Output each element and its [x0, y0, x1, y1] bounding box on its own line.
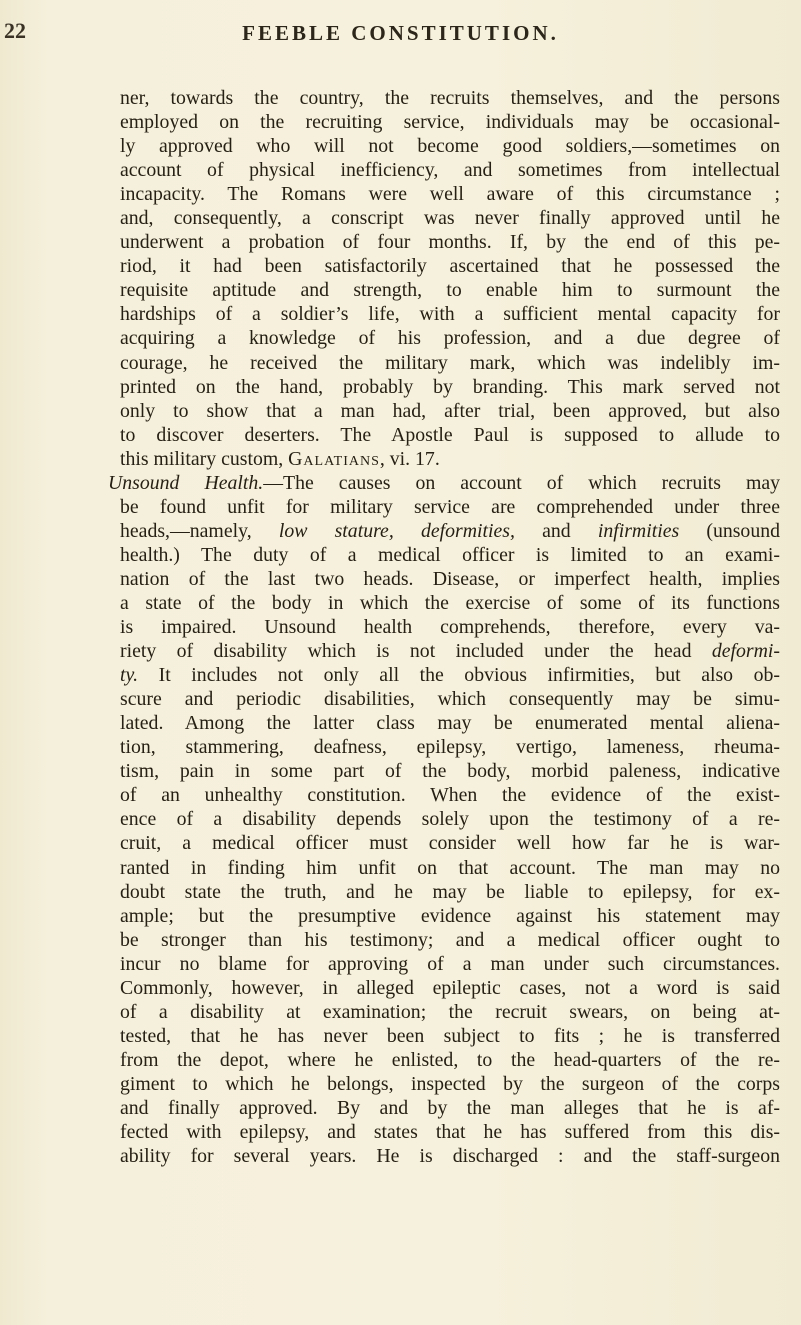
- text-line: [120, 351, 780, 375]
- text-span: tism, pain in some part of the body, morbid paleness, indicative: [120, 760, 780, 783]
- italic-text: infirmities: [597, 519, 680, 542]
- text-span: riod, it had been satisfactorily ascertained that he possessed the: [120, 255, 780, 278]
- text-line: [120, 759, 780, 783]
- text-span: is impaired. Unsound health comprehends, therefore, every va-: [120, 616, 780, 639]
- text-line: [120, 1048, 780, 1072]
- text-line: [120, 86, 780, 110]
- text-span: , vi. 17.: [379, 447, 440, 470]
- text-line: [120, 807, 780, 831]
- text-span: and: [514, 519, 598, 542]
- text-line: [120, 447, 780, 471]
- text-span: from the depot, where he enlisted, to the head-quarters of the re-: [120, 1048, 780, 1071]
- text-line: [120, 375, 780, 399]
- text-span: fected with epilepsy, and states that he has suffered from this dis-: [120, 1121, 780, 1144]
- body-text: [108, 86, 781, 1168]
- text-span: (unsound: [679, 519, 780, 542]
- text-span: cruit, a medical officer must consider well how far he is war-: [120, 832, 780, 855]
- text-line: [120, 663, 780, 687]
- text-span: ample; but the presumptive evidence against his statement may: [120, 904, 780, 927]
- small-caps-text: Galatians: [288, 447, 380, 470]
- text-span: health.) The duty of a medical officer is limited to an exami-: [120, 543, 780, 566]
- text-line: [120, 904, 780, 928]
- text-span: heads,—namely,: [120, 519, 279, 542]
- text-span: Commonly, however, in alleged epileptic cases, not a word is said: [120, 976, 780, 999]
- italic-text: ty.: [120, 664, 139, 687]
- text-span: courage, he received the military mark, which was indelibly im-: [120, 351, 780, 374]
- text-line: [120, 110, 780, 134]
- text-line: [120, 206, 780, 230]
- text-span: employed on the recruiting service, individuals may be occasional-: [120, 111, 780, 134]
- text-line: [120, 278, 780, 302]
- text-line: [120, 711, 780, 735]
- text-line: [120, 158, 780, 182]
- text-span: tion, stammering, deafness, epilepsy, vertigo, lameness, rheuma-: [120, 736, 780, 759]
- text-line: [120, 976, 780, 1000]
- text-span: and, consequently, a conscript was never finally approved until he: [120, 207, 780, 230]
- text-span: giment to which he belongs, inspected by the surgeon of the corps: [120, 1072, 780, 1095]
- text-span: of an unhealthy constitution. When the evidence of the exist-: [120, 784, 780, 807]
- text-line: [120, 1000, 780, 1024]
- text-span: incapacity. The Romans were well aware of this circumstance ;: [120, 183, 780, 206]
- text-span: acquiring a knowledge of his profession, and a due degree of: [120, 327, 780, 350]
- text-span: be stronger than his testimony; and a medical officer ought to: [120, 928, 780, 951]
- italic-text: low stature, deformities,: [278, 519, 515, 542]
- text-line: [120, 1096, 780, 1120]
- text-line: [120, 735, 780, 759]
- text-line: [120, 1144, 780, 1168]
- text-span: to discover deserters. The Apostle Paul is supposed to allude to: [120, 423, 780, 446]
- text-span: requisite aptitude and strength, to enable him to surmount the: [120, 279, 780, 302]
- text-line: [120, 639, 780, 663]
- text-span: lated. Among the latter class may be enumerated mental aliena-: [120, 712, 780, 735]
- text-span: —The causes on account of which recruits may: [263, 471, 781, 494]
- text-span: doubt state the truth, and he may be liable to epilepsy, for ex-: [120, 880, 780, 903]
- text-span: ability for several years. He is discharged : and the staff-surgeon: [120, 1145, 780, 1168]
- text-span: printed on the hand, probably by branding. This mark served not: [120, 375, 780, 398]
- text-line: [120, 1072, 780, 1096]
- text-line: [108, 471, 780, 495]
- text-line: [120, 495, 780, 519]
- text-line: [120, 1120, 780, 1144]
- text-line: [120, 615, 780, 639]
- text-line: [120, 856, 780, 880]
- text-span: nation of the last two heads. Disease, or imperfect health, implies: [120, 567, 780, 590]
- text-line: [120, 230, 780, 254]
- text-span: ranted in finding him unfit on that account. The man may no: [120, 856, 780, 879]
- text-line: [120, 952, 780, 976]
- text-line: [120, 182, 780, 206]
- text-line: [120, 928, 780, 952]
- text-line: [120, 326, 780, 350]
- text-span: ly approved who will not become good soldiers,—sometimes on: [120, 135, 780, 158]
- text-span: hardships of a soldier’s life, with a sufficient mental capacity for: [120, 303, 780, 326]
- text-span: only to show that a man had, after trial, been approved, but also: [120, 399, 780, 422]
- text-span: It includes not only all the obvious infirmities, but also ob-: [138, 664, 780, 687]
- text-line: [120, 880, 780, 904]
- italic-text: Unsound Health.: [108, 471, 264, 494]
- text-line: [120, 302, 780, 326]
- text-span: ner, towards the country, the recruits themselves, and the persons: [120, 87, 780, 109]
- text-span: account of physical inefficiency, and sometimes from intellectual: [120, 159, 780, 182]
- text-span: riety of disability which is not included under the head: [120, 640, 712, 663]
- text-span: a state of the body in which the exercise of some of its functions: [120, 591, 780, 614]
- text-line: [120, 567, 780, 591]
- text-span: tested, that he has never been subject to fits ; he is transferred: [120, 1024, 780, 1047]
- text-line: [120, 519, 780, 543]
- text-line: [120, 134, 780, 158]
- running-head: FEEBLE CONSTITUTION.: [242, 21, 559, 45]
- text-line: [120, 687, 780, 711]
- text-span: incur no blame for approving of a man under such circumstances.: [120, 952, 780, 975]
- text-span: and finally approved. By and by the man alleges that he is af-: [120, 1096, 780, 1119]
- text-span: scure and periodic disabilities, which consequently may be simu-: [120, 688, 780, 711]
- text-line: [120, 543, 780, 567]
- text-line: [120, 423, 780, 447]
- text-span: be found unfit for military service are comprehended under three: [120, 495, 780, 518]
- text-span: underwent a probation of four months. If, by the end of this pe-: [120, 231, 780, 254]
- text-span: this military custom,: [120, 447, 289, 470]
- italic-text: deformi-: [711, 640, 780, 663]
- page-number: 22: [4, 18, 26, 43]
- text-span: of a disability at examination; the recruit swears, on being at-: [120, 1000, 780, 1023]
- text-span: ence of a disability depends solely upon the testimony of a re-: [120, 808, 780, 831]
- text-line: [120, 254, 780, 278]
- text-line: [120, 783, 780, 807]
- text-line: [120, 831, 780, 855]
- text-line: [120, 591, 780, 615]
- text-line: [120, 399, 780, 423]
- text-line: [120, 1024, 780, 1048]
